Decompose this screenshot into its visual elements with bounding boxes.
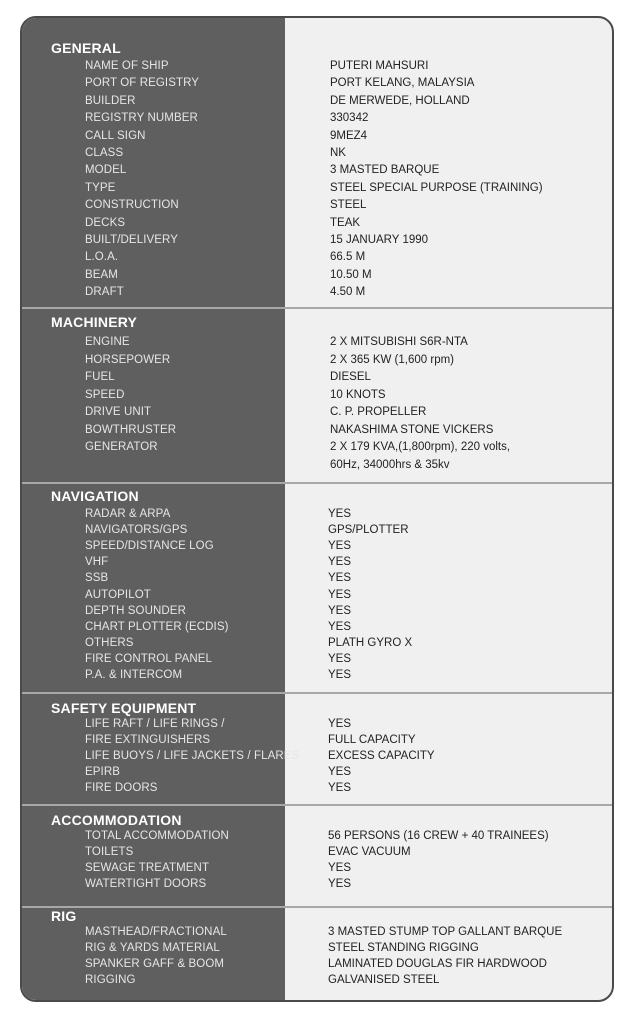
- spec-value: 66.5 M: [330, 251, 366, 264]
- spec-label: DECKS: [85, 216, 126, 229]
- section-divider: [22, 482, 612, 484]
- spec-label: MODEL: [85, 164, 127, 177]
- spec-row: [22, 251, 612, 267]
- spec-value: YES: [328, 862, 352, 875]
- spec-value: 10 KNOTS: [330, 388, 386, 401]
- spec-row: [22, 734, 612, 750]
- spec-row: [22, 572, 612, 588]
- spec-label: SPEED: [85, 388, 125, 401]
- spec-label: FUEL: [85, 371, 115, 383]
- spec-value: NAKASHIMA STONE VICKERS: [330, 423, 494, 436]
- spec-value: 330342: [330, 112, 369, 125]
- spec-row: [22, 112, 612, 128]
- spec-label: AUTOPILOT: [85, 588, 151, 601]
- spec-value: 56 PERSONS (16 CREW + 40 TRAINEES): [328, 830, 549, 842]
- spec-label: LIFE RAFT / LIFE RINGS /: [85, 718, 225, 730]
- spec-label: TYPE: [85, 181, 116, 194]
- spec-row: [22, 540, 612, 556]
- spec-value: YES: [328, 540, 352, 553]
- spec-label: P.A. & INTERCOM: [85, 669, 183, 681]
- spec-label: SEWAGE TREATMENT: [85, 862, 210, 875]
- spec-label: HORSEPOWER: [85, 353, 171, 366]
- section-title: GENERAL: [51, 40, 121, 56]
- spec-label: RADAR & ARPA: [85, 508, 171, 520]
- spec-label: REGISTRY NUMBER: [85, 112, 198, 125]
- spec-value: GALVANISED STEEL: [328, 974, 440, 987]
- spec-row: [22, 589, 612, 605]
- spec-row: [22, 424, 612, 440]
- spec-row: [22, 371, 612, 387]
- spec-row: [22, 234, 612, 250]
- spec-row: [22, 389, 612, 405]
- spec-value: PLATH GYRO X: [328, 636, 413, 649]
- spec-value: YES: [328, 878, 352, 891]
- spec-row: [22, 750, 612, 766]
- spec-value: 9MEZ4: [330, 129, 368, 142]
- spec-value: C. P. PROPELLER: [330, 406, 427, 418]
- spec-row: [22, 406, 612, 422]
- spec-row: [22, 637, 612, 653]
- spec-row: [22, 60, 612, 76]
- spec-row: [22, 669, 612, 685]
- spec-value: 10.50 M: [330, 268, 372, 281]
- spec-value: 2 X MITSUBISHI S6R-NTA: [330, 336, 468, 348]
- spec-row: [22, 524, 612, 540]
- spec-label: GENERATOR: [85, 441, 158, 453]
- spec-row: [22, 974, 612, 990]
- spec-value: YES: [328, 652, 352, 665]
- ship-spec-card: [20, 16, 614, 1002]
- spec-value: STEEL STANDING RIGGING: [328, 942, 479, 955]
- spec-row: [22, 164, 612, 180]
- spec-label: TOILETS: [85, 846, 134, 859]
- spec-value: 4.50 M: [330, 286, 366, 299]
- spec-value: 15 JANUARY 1990: [330, 234, 429, 246]
- section-divider: [22, 307, 612, 309]
- spec-label: RIG & YARDS MATERIAL: [85, 942, 220, 955]
- spec-label: VHF: [85, 556, 109, 569]
- spec-value: STEEL: [330, 199, 367, 212]
- spec-value: DE MERWEDE, HOLLAND: [330, 94, 470, 107]
- spec-value: TEAK: [330, 216, 361, 229]
- spec-row: [22, 958, 612, 974]
- spec-row: [22, 766, 612, 782]
- spec-value: YES: [328, 766, 352, 779]
- section-title: RIG: [51, 908, 77, 924]
- spec-label: SPANKER GAFF & BOOM: [85, 958, 225, 971]
- spec-label: CHART PLOTTER (ECDIS): [85, 620, 229, 633]
- section-divider: [22, 804, 612, 806]
- spec-label: OTHERS: [85, 636, 134, 649]
- spec-value: 60Hz, 34000hrs & 35kv: [330, 458, 450, 471]
- spec-value: LAMINATED DOUGLAS FIR HARDWOOD: [328, 958, 547, 971]
- spec-label: CALL SIGN: [85, 129, 146, 142]
- spec-label: DRAFT: [85, 286, 124, 299]
- spec-row: [22, 147, 612, 163]
- spec-row: [22, 782, 612, 798]
- spec-value: NK: [330, 147, 346, 159]
- spec-label: NAME OF SHIP: [85, 60, 169, 72]
- spec-value: YES: [328, 572, 352, 585]
- spec-value: YES: [328, 718, 352, 730]
- spec-label: L.O.A.: [85, 251, 119, 264]
- section-title: ACCOMMODATION: [51, 812, 182, 828]
- spec-row: [22, 862, 612, 878]
- section-divider: [22, 692, 612, 694]
- spec-label: BEAM: [85, 268, 118, 281]
- spec-row: [22, 926, 612, 942]
- spec-row: [22, 217, 612, 233]
- spec-row: [22, 269, 612, 285]
- spec-row: [22, 77, 612, 93]
- spec-label: TOTAL ACCOMMODATION: [85, 830, 229, 842]
- spec-label: RIGGING: [85, 974, 136, 987]
- spec-label: BUILT/DELIVERY: [85, 234, 179, 246]
- spec-row: [22, 605, 612, 621]
- spec-row: [22, 508, 612, 524]
- spec-value: 3 MASTED BARQUE: [330, 164, 440, 177]
- spec-row: [22, 459, 612, 475]
- spec-label: BOWTHRUSTER: [85, 423, 177, 436]
- spec-label: CLASS: [85, 147, 124, 159]
- spec-value: PORT KELANG, MALAYSIA: [330, 77, 475, 90]
- spec-value: STEEL SPECIAL PURPOSE (TRAINING): [330, 181, 543, 194]
- spec-value: DIESEL: [330, 371, 371, 383]
- spec-row: [22, 653, 612, 669]
- spec-label: CONSTRUCTION: [85, 199, 179, 212]
- spec-row: [22, 878, 612, 894]
- spec-value: EXCESS CAPACITY: [328, 750, 435, 763]
- spec-value: YES: [328, 508, 352, 520]
- spec-label: FIRE CONTROL PANEL: [85, 652, 213, 665]
- spec-label: ENGINE: [85, 336, 130, 348]
- spec-label: EPIRB: [85, 766, 121, 779]
- spec-value: EVAC VACUUM: [328, 846, 411, 859]
- spec-label: FIRE DOORS: [85, 782, 158, 795]
- spec-row: [22, 942, 612, 958]
- spec-label: MASTHEAD/FRACTIONAL: [85, 926, 227, 938]
- spec-value: YES: [328, 588, 352, 601]
- spec-row: [22, 830, 612, 846]
- section-title: MACHINERY: [51, 314, 138, 330]
- spec-value: YES: [328, 782, 352, 795]
- spec-label: SSB: [85, 572, 109, 585]
- spec-value: 2 X 365 KW (1,600 rpm): [330, 353, 454, 366]
- spec-row: [22, 95, 612, 111]
- spec-label: DEPTH SOUNDER: [85, 604, 186, 617]
- spec-row: [22, 182, 612, 198]
- spec-label: DRIVE UNIT: [85, 406, 152, 418]
- spec-row: [22, 441, 612, 457]
- spec-value: FULL CAPACITY: [328, 734, 416, 747]
- spec-value: GPS/PLOTTER: [328, 524, 409, 537]
- spec-label: NAVIGATORS/GPS: [85, 524, 188, 537]
- spec-row: [22, 556, 612, 572]
- spec-value: YES: [328, 620, 352, 633]
- spec-row: [22, 846, 612, 862]
- section-divider: [22, 906, 612, 908]
- spec-label: PORT OF REGISTRY: [85, 77, 200, 90]
- spec-row: [22, 336, 612, 352]
- spec-value: PUTERI MAHSURI: [330, 60, 429, 72]
- spec-row: [22, 130, 612, 146]
- spec-row: [22, 286, 612, 302]
- spec-label: SPEED/DISTANCE LOG: [85, 540, 214, 553]
- spec-value: YES: [328, 669, 352, 681]
- spec-label: BUILDER: [85, 94, 136, 107]
- spec-label: WATERTIGHT DOORS: [85, 878, 207, 891]
- spec-row: [22, 199, 612, 215]
- spec-label: FIRE EXTINGUISHERS: [85, 734, 211, 747]
- spec-label: LIFE BUOYS / LIFE JACKETS / FLARES: [85, 750, 300, 763]
- spec-value: YES: [328, 556, 352, 569]
- spec-row: [22, 354, 612, 370]
- section-title: SAFETY EQUIPMENT: [51, 700, 197, 716]
- spec-row: [22, 621, 612, 637]
- section-title: NAVIGATION: [51, 488, 139, 504]
- spec-value: YES: [328, 604, 352, 617]
- spec-value: 3 MASTED STUMP TOP GALLANT BARQUE: [328, 926, 563, 938]
- spec-value: 2 X 179 KVA,(1,800rpm), 220 volts,: [330, 441, 511, 453]
- spec-row: [22, 718, 612, 734]
